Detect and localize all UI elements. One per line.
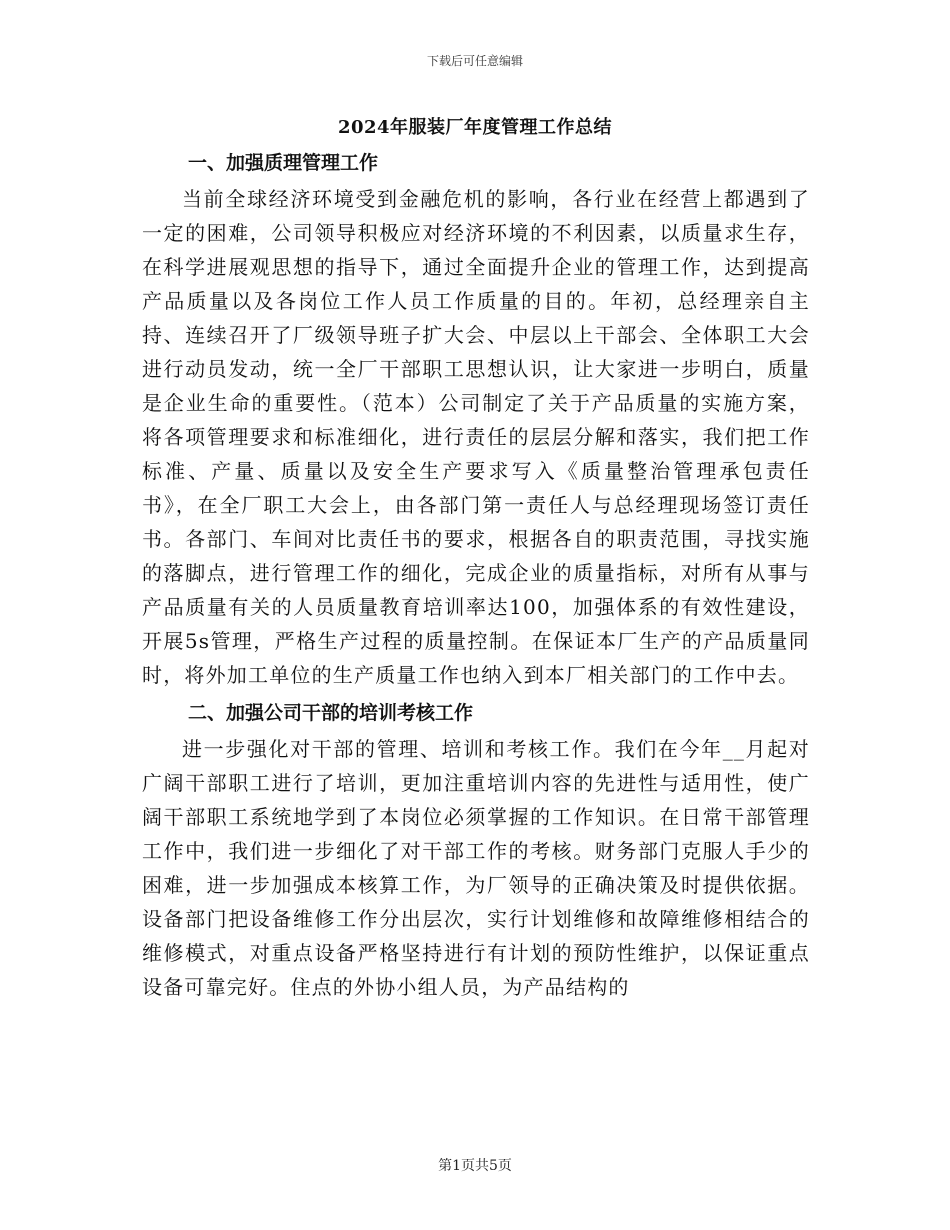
page-header-note: 下载后可任意编辑 <box>426 54 523 68</box>
document-title: 2024年服装厂年度管理工作总结 <box>337 117 613 138</box>
section-heading-quality-management: 一、加强质理管理工作 <box>188 152 379 174</box>
page-number-indicator: 第1页共5页 <box>438 1158 512 1174</box>
section-heading-cadre-training: 二、加强公司干部的培训考核工作 <box>188 702 474 724</box>
section-paragraph-quality-management: 当前全球经济环境受到金融危机的影响，各行业在经营上都遇到了一定的困难，公司领导积极应对经济环境的不利因素，以质量求生存，在科学进展观思想的指导下，通过全面提升企业的管理工作，达到提高产品质量以及各岗位工作人员工作质量的目的。年初，总经理亲自主持、连续召开了厂级领导班子扩大会、中层以上干部会、全体职工大会进行动员发动，统一全厂干部职工思想认识，让大家进一步明白，质量是企业生命的重要性。（范本）公司制定了关于产品质量的实施方案，将各项管理要求和标准细化，进行责任的层层分解和落实，我们把工作标准、产量、质量以及安全生产要求写入《质量整治管理承包责任书》，在全厂职工大会上，由各部门第一责任人与总经理现场签订责任书。各部门、车间对比责任书的要求，根据各自的职责范围，寻找实施的落脚点，进行管理工作的细化，完成企业的质量指标，对所有从事与产品质量有关的人员质量教育培训率达100，加强体系的有效性建设，开展5s管理，严格生产过程的质量控制。在保证本厂生产的产品质量同时，将外加工单位的生产质量工作也纳入到本厂相关部门的工作中去。 <box>142 187 810 687</box>
section-paragraph-cadre-training: 进一步强化对干部的管理、培训和考核工作。我们在今年__月起对广阔干部职工进行了培训，更加注重培训内容的先进性与适用性，使广阔干部职工系统地学到了本岗位必须掌握的工作知识。在日常干部管理工作中，我们进一步细化了对干部工作的考核。财务部门克服人手少的困难，进一步加强成本核算工作，为厂领导的正确决策及时提供依据。设备部门把设备维修工作分出层次，实行计划维修和故障维修相结合的维修模式，对重点设备严格坚持进行有计划的预防性维护，以保证重点设备可靠完好。住点的外协小组人员，为产品结构的 <box>142 737 810 999</box>
document-body <box>142 146 810 1004</box>
